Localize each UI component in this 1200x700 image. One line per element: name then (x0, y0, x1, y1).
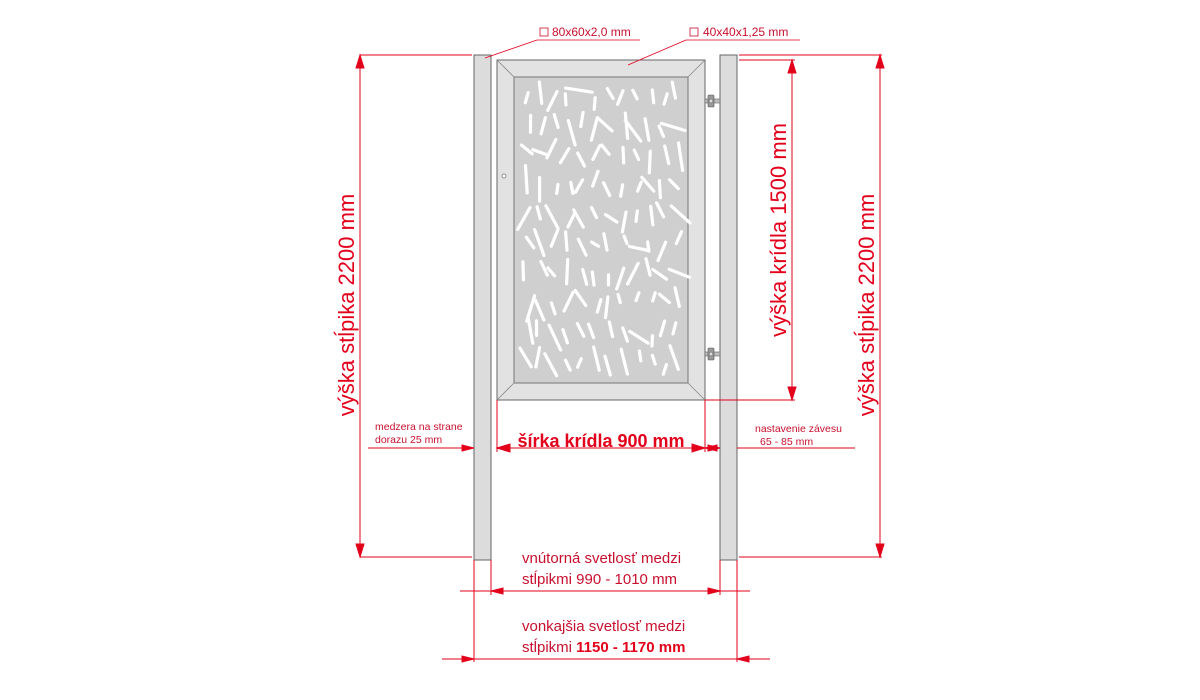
post-height-right-label: výška stĺpika 2200 mm (854, 193, 879, 417)
perforation-slit (649, 151, 650, 173)
hinge-bottom (705, 348, 720, 360)
outer-clearance-value: 1150 - 1170 mm (576, 639, 686, 656)
post-profile-text: 80x60x2,0 mm (552, 25, 631, 39)
perforation-slit (639, 351, 640, 361)
left-post (474, 55, 491, 560)
outer-clearance-prefix: stĺpikmi (522, 639, 577, 656)
stop-gap-label-line2: dorazu 25 mm (375, 434, 443, 446)
perforation-slit (651, 206, 653, 224)
profile-label-frame (690, 25, 788, 39)
perforation-slit (623, 147, 624, 163)
perforation-slit (566, 232, 567, 250)
perforation-slit (594, 98, 595, 110)
hinge-adjust-label-line1: nastavenie závesu (755, 423, 842, 435)
perforation-slit (648, 242, 649, 251)
stop-gap-label-line1: medzera na strane (375, 421, 463, 433)
perforation-slit (557, 184, 558, 193)
hinge-top (705, 95, 720, 107)
perforation-slit (581, 112, 583, 126)
perforation-slit (636, 211, 637, 221)
leaf-width-label: šírka krídla 900 mm (517, 431, 685, 451)
perforation-slit (565, 94, 566, 105)
inner-clearance-label-line1: vnútorná svetlosť medzi (522, 550, 682, 567)
outer-clearance-label-line1: vonkajšia svetlosť medzi (522, 618, 686, 635)
perforation-slit (659, 181, 660, 198)
outer-clearance-label-line2 (522, 638, 685, 656)
perforation-slit (567, 260, 568, 284)
perforation-slit (621, 185, 623, 196)
post-height-left-label: výška stĺpika 2200 mm (334, 193, 359, 417)
profile-label-post (540, 25, 631, 39)
frame-profile-text: 40x40x1,25 mm (703, 25, 789, 39)
right-post (720, 55, 737, 560)
perforation-slit (523, 262, 524, 280)
gate-leaf (497, 60, 705, 400)
perforation-slit (618, 295, 620, 303)
perforation-slit (652, 90, 653, 103)
inner-clearance-label-line2: stĺpikmi 990 - 1010 mm (522, 571, 678, 588)
perforation-slit (571, 183, 573, 194)
leaf-height-label: výška krídla 1500 mm (766, 123, 791, 337)
lock-hole (502, 174, 506, 178)
hinge-adjust-label-line2: 65 - 85 mm (760, 436, 814, 448)
perforation-slit (526, 166, 528, 193)
perforation-slit (592, 272, 594, 285)
